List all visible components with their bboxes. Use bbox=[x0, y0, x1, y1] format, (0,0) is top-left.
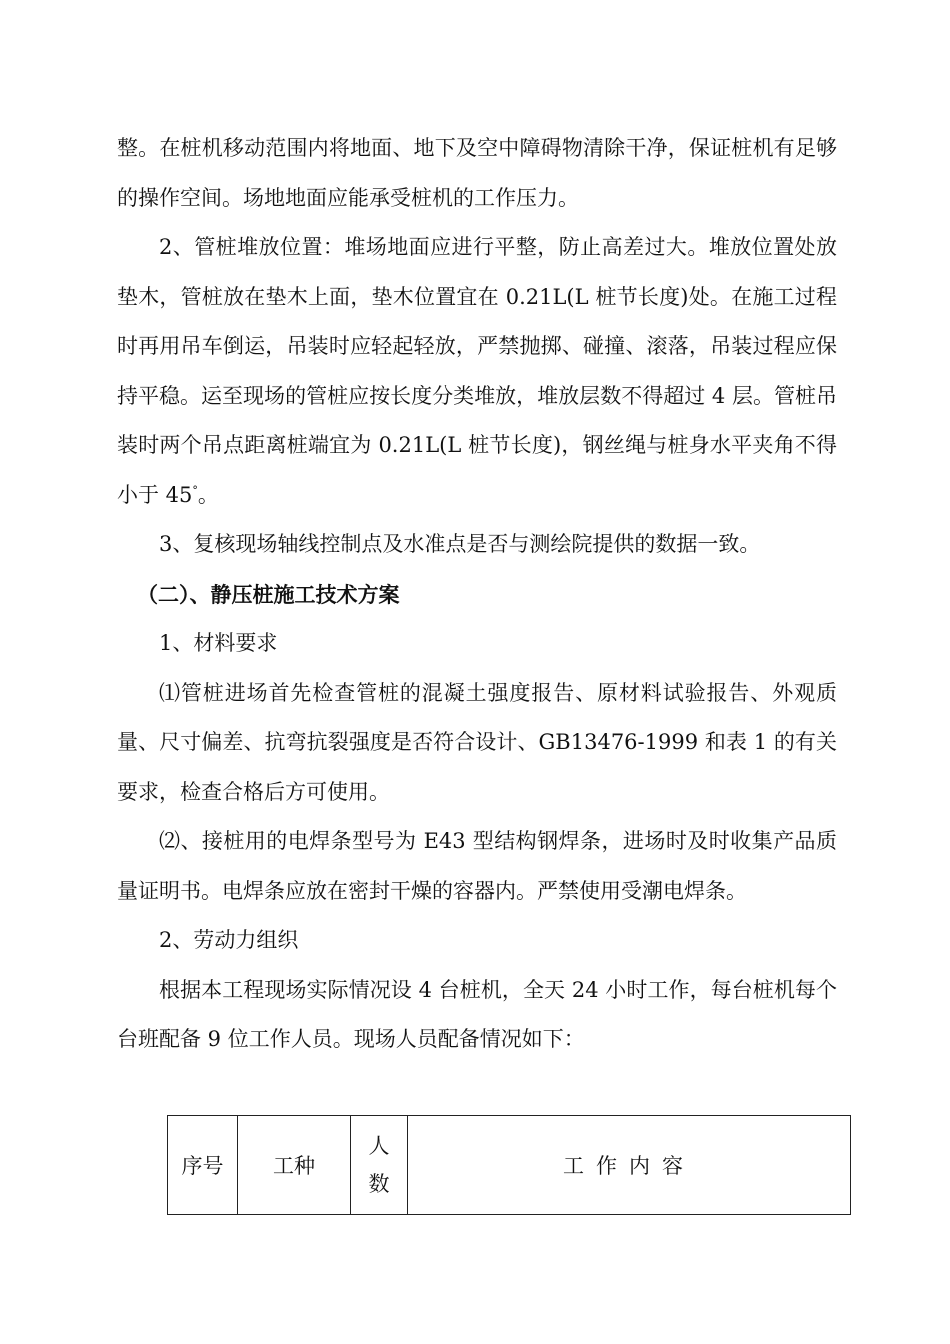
section-heading: （二）、静压桩施工技术方案 bbox=[137, 581, 400, 607]
document-body bbox=[117, 124, 837, 1065]
subheading-material-requirements: 1、材料要求 bbox=[159, 631, 278, 655]
paragraph-staffing: 根据本工程现场实际情况设 4 台桩机，全天 24 小时工作，每台桩机每个台班配备 9 位工作人员。现场人员配备情况如下： bbox=[117, 977, 837, 1051]
paragraph-welding-rods: ⑵、接桩用的电焊条型号为 E43 型结构钢焊条，进场时及时收集产品质量证明书。电焊条应放在密封干燥的容器内。严禁使用受潮电焊条。 bbox=[117, 829, 837, 903]
header-job-type: 工种 bbox=[238, 1116, 351, 1215]
header-head-count-line1: 人 bbox=[368, 1134, 390, 1158]
paragraph-site-preparation: 整。在桩机移动范围内将地面、地下及空中障碍物清除干净，保证桩机有足够的操作空间。场地地面应能承受桩机的工作压力。 bbox=[117, 136, 837, 210]
header-serial-number: 序号 bbox=[168, 1116, 238, 1215]
header-head-count-line2: 数 bbox=[368, 1172, 390, 1196]
paragraph-pile-stacking-end: 。 bbox=[197, 482, 219, 507]
paragraph-pile-inspection: ⑴管桩进场首先检查管桩的混凝土强度报告、原材料试验报告、外观质量、尺寸偏差、抗弯抗裂强度是否符合设计、GB13476-1999 和表 1 的有关要求，检查合格后方可使用。 bbox=[117, 680, 837, 804]
table-header-row bbox=[168, 1116, 851, 1215]
degree-symbol: ° bbox=[192, 483, 198, 497]
staffing-table bbox=[167, 1115, 851, 1215]
header-work-content: 工作内容 bbox=[408, 1116, 851, 1215]
paragraph-axis-check: 3、复核现场轴线控制点及水准点是否与测绘院提供的数据一致。 bbox=[159, 532, 761, 556]
paragraph-pile-stacking bbox=[117, 223, 837, 520]
paragraph-pile-stacking-text: 2、管桩堆放位置：堆场地面应进行平整，防止高差过大。堆放位置处放垫木，管桩放在垫木上面，垫木位置宜在 0.21L(L 桩节长度)处。在施工过程时再用吊车倒运，吊装时应轻起轻放，严禁抛掷、碰撞、滚落，吊装过程应保持平稳。运至现场的管桩应按长度分类堆放，堆放层数不得超过 4 层。管桩吊装时两个吊点距离桩端宜为 0.21L(L 桩节长度)，钢丝绳与桩身水平夹角不得小于 45 bbox=[117, 235, 837, 507]
header-head-count bbox=[351, 1116, 408, 1215]
subheading-labor-organization: 2、劳动力组织 bbox=[159, 928, 299, 952]
